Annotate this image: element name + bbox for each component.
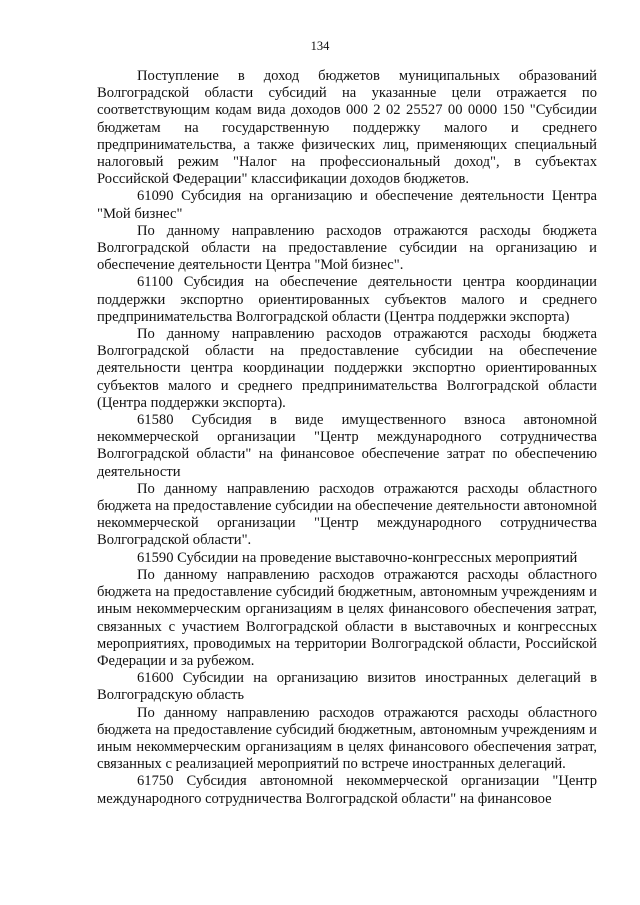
document-body [97,68,597,808]
paragraph-61090-description: По данному направлению расходов отражаются расходы бюджета Волгоградской области на предоставление субсидии на организацию и обеспечение деятельности Центра "Мой бизнес". [97,222,597,274]
heading-61090: 61090 Субсидия на организацию и обеспечение деятельности Центра "Мой бизнес" [97,188,597,222]
paragraph-61100-description: По данному направлению расходов отражаются расходы бюджета Волгоградской области на предоставление субсидии на обеспечение деятельности центра координации поддержки экспортно ориентированных субъектов малого и среднего предпринимательства Волгоградской области (Центра поддержки экспорта). [97,326,597,411]
paragraph-61600-description: По данному направлению расходов отражаются расходы областного бюджета на предоставление субсидий бюджетным, автономным учреждениям и иным некоммерческим организациям в целях финансового обеспечения затрат, связанных с реализацией мероприятий по встрече иностранных делегаций. [97,704,597,773]
paragraph-61580-description: По данному направлению расходов отражаются расходы областного бюджета на предоставление субсидии на обеспечение деятельности автономной некоммерческой организации "Центр международного сотрудничества Волгоградской области". [97,480,597,549]
paragraph-revenue-receipt: Поступление в доход бюджетов муниципальных образований Волгоградской области субсидий на указанные цели отражается по соответствующим кодам вида доходов 000 2 02 25527 00 0000 150 "Субсидии бюджетам на государственную поддержку малого и среднего предпринимательства, а также физических лиц, применяющих специальный налоговый режим "Налог на профессиональный доход", в субъектах Российской Федерации" классификации доходов бюджетов. [97,68,597,188]
heading-61590: 61590 Субсидии на проведение выставочно-конгрессных мероприятий [137,549,578,566]
heading-61750: 61750 Субсидия автономной некоммерческой организации "Центр международного сотрудничества Волгоградской области" на финансовое [97,773,597,807]
page-number: 134 [310,39,330,53]
paragraph-61590-description: По данному направлению расходов отражаются расходы областного бюджета на предоставление субсидий бюджетным, автономным учреждениям и иным некоммерческим организациям в целях финансового обеспечения затрат, связанных с участием Волгоградской области в выставочных и конгрессных мероприятиях, проводимых на территории Волгоградской области, Российской Федерации и за рубежом. [97,566,597,669]
heading-61580: 61580 Субсидия в виде имущественного взноса автономной некоммерческой организации "Центр международного сотрудничества Волгоградской области" на финансовое обеспечение затрат по обеспечению деятельности [97,412,597,480]
heading-61100: 61100 Субсидия на обеспечение деятельности центра координации поддержки экспортно ориентированных субъектов малого и среднего предпринимательства Волгоградской области (Центра поддержки экспорта) [97,274,597,325]
heading-61600: 61600 Субсидии на организацию визитов иностранных делегаций в Волгоградскую область [97,670,597,704]
